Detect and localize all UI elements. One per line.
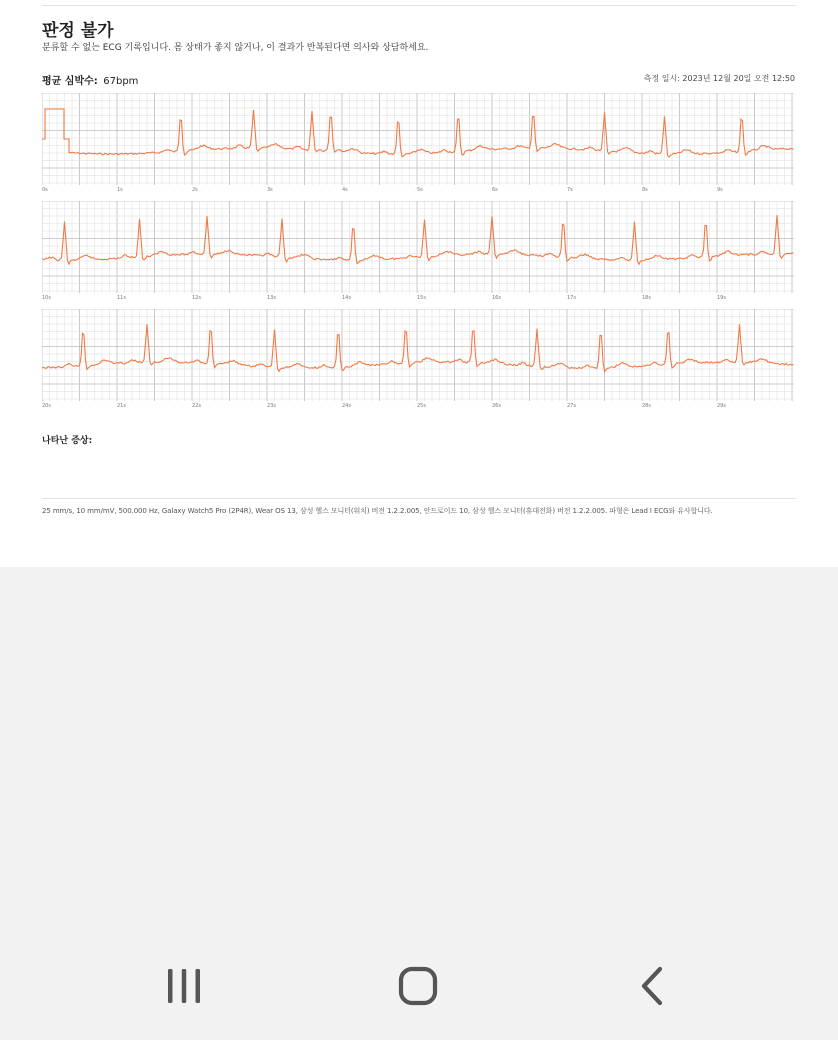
bottom-divider bbox=[42, 498, 796, 499]
recent-apps-button[interactable] bbox=[139, 945, 229, 1030]
average-heart-rate-value: 67bpm bbox=[103, 76, 139, 87]
symptoms-label: 나타난 증상: bbox=[42, 436, 93, 446]
time-tick-label: 11s bbox=[117, 295, 126, 301]
time-tick-label: 25s bbox=[417, 403, 426, 409]
average-heart-rate-label: 평균 심박수: bbox=[42, 76, 98, 87]
time-tick-label: 26s bbox=[492, 403, 501, 409]
navigation-bar bbox=[0, 945, 838, 1040]
time-tick-label: 2s bbox=[192, 187, 198, 193]
measurement-datetime: 측정 일시: 2023년 12월 20일 오전 12:50 bbox=[643, 74, 795, 83]
time-tick-label: 20s bbox=[42, 403, 51, 409]
time-tick-label: 16s bbox=[492, 295, 501, 301]
time-tick-label: 28s bbox=[642, 403, 651, 409]
time-tick-label: 12s bbox=[192, 295, 201, 301]
time-tick-label: 4s bbox=[342, 187, 348, 193]
time-tick-label: 9s bbox=[717, 187, 723, 193]
back-button[interactable] bbox=[607, 945, 697, 1030]
top-divider bbox=[42, 5, 796, 6]
home-button[interactable] bbox=[373, 945, 463, 1030]
time-tick-label: 27s bbox=[567, 403, 576, 409]
ecg-grid bbox=[42, 93, 794, 185]
time-tick-label: 14s bbox=[342, 295, 351, 301]
time-tick-label: 18s bbox=[642, 295, 651, 301]
time-tick-label: 0s bbox=[42, 187, 48, 193]
back-icon bbox=[639, 966, 665, 1010]
ecg-strip-2 bbox=[42, 201, 794, 301]
time-tick-label: 13s bbox=[267, 295, 276, 301]
device-footnote: 25 mm/s, 10 mm/mV, 500.000 Hz, Galaxy Watch5 Pro (2P4R), Wear OS 13, 삼성 헬스 모니터(워치) 버전 1.2.2.005, 안드로이드 10, 삼성 헬스 모니터(휴대전화) 버전 1.2.2.005. 파형은 Lead I ECG와 유사합니다. bbox=[42, 507, 713, 515]
recent-apps-icon bbox=[166, 967, 202, 1009]
time-tick-label: 23s bbox=[267, 403, 276, 409]
ecg-strip-1 bbox=[42, 93, 794, 193]
time-tick-label: 19s bbox=[717, 295, 726, 301]
time-tick-label: 10s bbox=[42, 295, 51, 301]
time-tick-label: 24s bbox=[342, 403, 351, 409]
time-tick-label: 6s bbox=[492, 187, 498, 193]
time-tick-label: 5s bbox=[417, 187, 423, 193]
time-tick-label: 21s bbox=[117, 403, 126, 409]
ecg-grid bbox=[42, 309, 794, 401]
time-tick-label: 15s bbox=[417, 295, 426, 301]
time-tick-label: 8s bbox=[642, 187, 648, 193]
result-title: 판정 불가 bbox=[42, 21, 114, 41]
home-icon bbox=[398, 966, 438, 1010]
time-tick-label: 29s bbox=[717, 403, 726, 409]
time-tick-label: 1s bbox=[117, 187, 123, 193]
time-tick-label: 3s bbox=[267, 187, 273, 193]
time-tick-label: 7s bbox=[567, 187, 573, 193]
time-tick-label: 17s bbox=[567, 295, 576, 301]
average-heart-rate bbox=[42, 72, 138, 87]
time-tick-label: 22s bbox=[192, 403, 201, 409]
ecg-strip-3 bbox=[42, 309, 794, 409]
ecg-grid bbox=[42, 201, 794, 293]
result-description: 분류할 수 없는 ECG 기록입니다. 몸 상태가 좋지 않거나, 이 결과가 반복된다면 의사와 상담하세요. bbox=[42, 43, 429, 53]
